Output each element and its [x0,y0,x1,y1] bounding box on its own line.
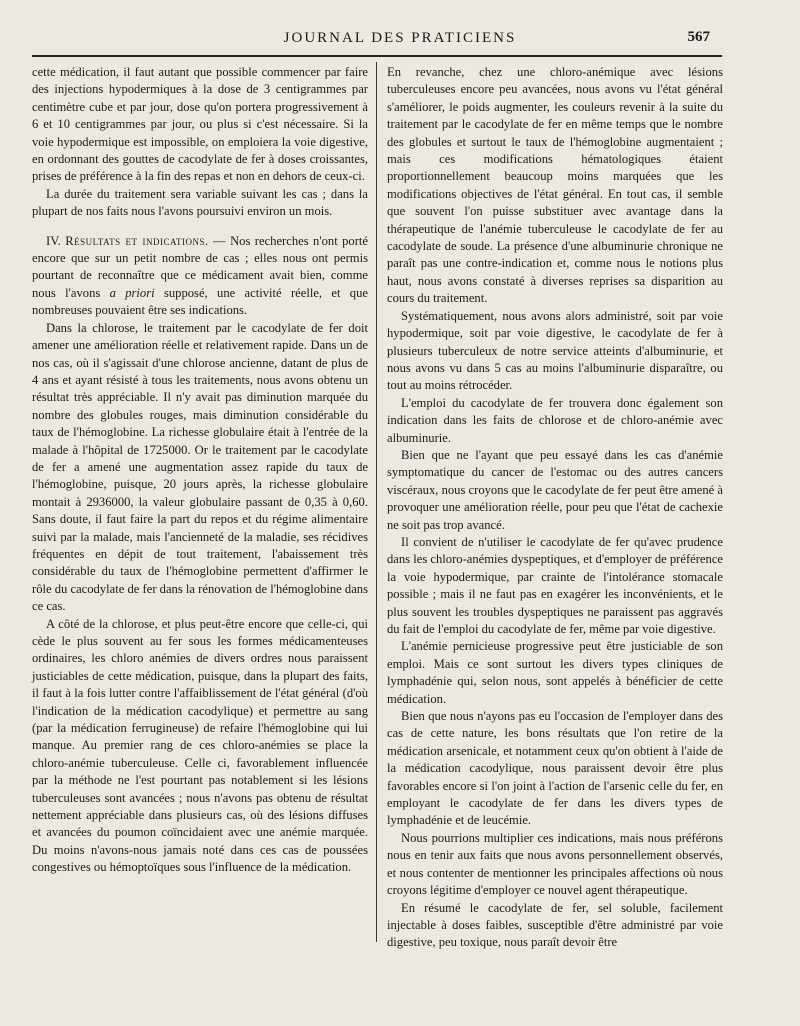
italic-phrase: a priori [109,285,155,300]
header-rule [32,55,722,57]
paragraph: En résumé le cacodylate de fer, sel soluble, facilement injectable à doses faibles, susceptible d'être administré par voie digestive, peu toxique, nous paraît devoir être [387,900,723,950]
paragraph: L'anémie pernicieuse progressive peut être justiciable de son emploi. Mais ce sont surtout les divers types cliniques de lymphadénie qui, selon nous, sont appelés à bénéficier de cette médication. [387,639,723,706]
paragraph: La durée du traitement sera variable suivant les cas ; dans la plupart de nos faits nous l'avons poursuivi environ un mois. [32,186,368,219]
section-paragraph [32,233,368,320]
paragraph-text: supposé, une activité réelle, et que nombreuses pouvaient être ses indications. [32,285,368,318]
section-heading: Résultats et indications. [65,233,209,248]
paragraph: Nous pourrions multiplier ces indications, mais nous préférons nous en tenir aux faits que nous avons personnellement observés, et nous contenter de mentionner les principales affections où nous croyons légitime d'employer ce nouvel agent thérapeutique. [387,830,723,898]
paragraph: L'emploi du cacodylate de fer trouvera donc également son indication dans les faits de chlorose et de chloro-anémie avec albuminurie. [387,395,723,445]
paragraph: Bien que nous n'ayons pas eu l'occasion de l'employer dans des cas de cette nature, les bons résultats que l'on retire de la médication arsenicale, et notamment ceux qu'on obtient à l'aide de la médication cacodylique, nous paraissent devoir être plus favorables encore si l'on joint à l'action de l'arsenic celle du fer, en employant le cacodylate de fer dans les divers types de lymphadénie et de leucémie. [387,709,723,828]
section-number: IV. [46,233,61,248]
paragraph: Bien que ne l'ayant que peu essayé dans les cas d'anémie symptomatique du cancer de l'estomac ou des autres cancers viscéraux, nous croyons que le cacodylate de fer peut être amené à provoquer une amélioration réelle, pour peu que l'état de cachexie ne soit pas trop avancé. [387,447,723,532]
column-divider [376,62,377,942]
paragraph: Dans la chlorose, le traitement par le cacodylate de fer doit amener une amélioration réelle et relativement rapide. Dans un de nos cas, où il s'agissait d'une chlorose ancienne, datant de plus de 4 ans et ayant résisté à tous les traitements, nous avons obtenu un résultat très appréciable. Il n'y avait pas diminution marquée du nombre des globules rouges, mais diminution considérable du taux de l'hémoglobine. La richesse globulaire était à l'entrée de la malade à l'hôpital de 1725000. Or le traitement par le cacodylate de fer a amené une augmentation assez rapide du taux de l'hémoglobine, puisque, 20 jours après, la richesse globulaire montait à 2936000, la valeur globulaire passant de 0,35 à 0,60. Sans doute, il faut faire la part du repos et du régime alimentaire suivi par la malade, mais l'ancienneté de la maladie, ses récidives fréquentes en dépit de tout traitement, l'abaissement très considérable du taux de l'hémoglobine permettent d'affirmer le rôle du cacodylate de fer dans la rénovation de l'hémoglobine dans ce cas. [32,320,368,614]
running-title: JOURNAL DES PRATICIENS [283,30,517,46]
right-column [387,64,723,952]
paragraph: Systématiquement, nous avons alors administré, soit par voie hypodermique, soit par voie digestive, le cacodylate de fer à plusieurs tuberculeux de notre service atteints d'albuminurie, et nous avons vu dans 5 cas au moins l'albuminurie disparaître, ou tout au moins rétrocéder. [387,308,723,393]
paragraph-text: — Nos recherches n'ont porté encore que sur un petit nombre de cas ; elles nous ont permis pourtant de reconnaître que ce médicament avait bien, comme nous l'avons [32,233,369,300]
paragraph: En revanche, chez une chloro-anémique avec lésions tuberculeuses encore peu avancées, nous avons vu l'état général s'améliorer, le poids augmenter, les couleurs revenir à la suite du traitement par le cacodylate de fer en même temps que le nombre des globules et surtout le taux de l'hémoglobine augmentaient ; mais ces modifications hématologiques étaient proportionnellement beaucoup moins marquées que les modifications objectives de l'état général. En tout cas, il semble que souvent l'on puisse substituer avec avantage dans la thérapeutique de l'anémie tuberculeuse le cacodylate de fer au cacodylate de soude. La présence d'une albuminurie chronique ne paraît pas une contre-indication et, comme nous le notions plus haut, nous avons constaté à diverses reprises sa disparition au cours du traitement. [387,65,723,306]
paragraph: Il convient de n'utiliser le cacodylate de fer qu'avec prudence dans les chloro-anémies dyspeptiques, et d'employer de préférence la voie hypodermique, par crainte de l'intolérance stomacale possible ; mais il ne faut pas en exagérer les inconvénients, et le plus souvent les troubles dyspeptiques ne paraissent pas aggravés du fait de l'emploi du cacodylate de fer, même par voie digestive. [387,534,723,636]
paragraph: cette médication, il faut autant que possible commencer par faire des injections hypodermiques à la dose de 3 centigrammes par centimètre cube et par jour, dose qu'on portera progressivement à 6 et 10 centigrammes par jour, ou plus si c'est nécessaire. Si la voie hypodermique est impossible, on emploiera la voie digestive, en ordonnant des gouttes de cacodylate de fer à doses croissantes, prises de préférence à la fin des repas et non en dehors de ceux-ci. [32,65,368,184]
paragraph: A côté de la chlorose, et plus peut-être encore que celle-ci, qui cède le plus souvent au fer sous les formes médicamenteuses ordinaires, les chloro anémies de divers ordres nous paraissent justiciables de cette médication, puisque, dans la plupart des faits, il faut à la fois lutter contre l'affaiblissement de l'état général (d'où l'indication de la médication cacodylique) et permettre au sang (par la médication ferrugineuse) de refaire l'hémoglobine qui lui manque. Au premier rang de ces chloro-anémies se place la chloro-anémie tuberculeuse. Celle ci, favorablement influencée par la méthode ne l'est pourtant pas notablement si les lésions tuberculeuses sont avancées ; nous n'avons pas obtenu de résultat nettement appréciable dans plusieurs cas, où des lésions diffuses et avancées du poumon coïncidaient avec une anémie marquée. Du moins n'avons-nous jamais noté dans ces cas de poussées congestives ou hémoptoïques sous l'influence de la médication. [32,616,368,875]
left-column [32,64,368,877]
page-number: 567 [687,29,710,45]
